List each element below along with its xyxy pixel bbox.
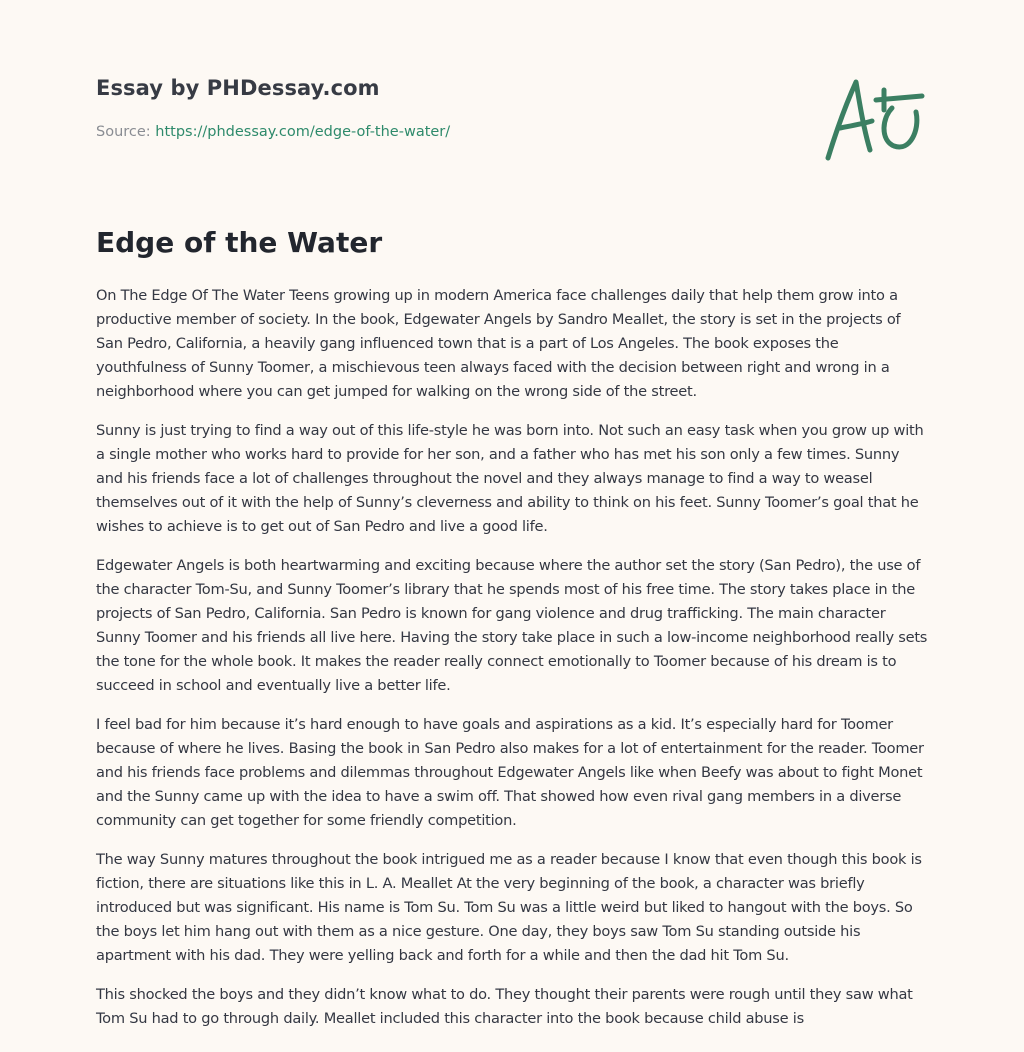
- source-label: Source:: [96, 124, 156, 140]
- essay-paragraph: Edgewater Angels is both heartwarming and exciting because where the author set the story (San Pedro), the use of the character Tom-Su, and Sunny Toomer’s library that he spends most of his free time. The story takes place in the projects of San Pedro, California. San Pedro is known for gang violence and drug trafficking. The main character Sunny Toomer and his friends all live here. Having the story take place in such a low-income neighborhood really sets the tone for the whole book. It makes the reader really connect emotionally to Toomer because of his dream is to succeed in school and eventually live a better life.: [96, 557, 928, 694]
- essay-body: [96, 284, 928, 1046]
- essay-paragraph: I feel bad for him because it’s hard enough to have goals and aspirations as a kid. It’s especially hard for Toomer because of where he lives. Basing the book in San Pedro also makes for a lot of entertainment for the reader. Toomer and his friends face problems and dilemmas throughout Edgewater Angels like when Beefy was about to fight Monet and the Sunny came up with the idea to have a swim off. That showed how even rival gang members in a diverse community can get together for some friendly competition.: [96, 716, 924, 829]
- site-title: Essay by PHDessay.com: [96, 76, 380, 100]
- a-plus-logo-icon: [822, 66, 926, 166]
- essay-paragraph: Sunny is just trying to find a way out of this life-style he was born into. Not such an easy task when you grow up with a single mother who works hard to provide for her son, and a father who has met his son only a few times. Sunny and his friends face a lot of challenges throughout the novel and they always manage to find a way to weasel themselves out of it with the help of Sunny’s cleverness and ability to think on his feet. Sunny Toomer’s goal that he wishes to achieve is to get out of San Pedro and live a good life.: [96, 422, 924, 535]
- essay-paragraph: On The Edge Of The Water Teens growing up in modern America face challenges daily that help them grow into a productive member of society. In the book, Edgewater Angels by Sandro Meallet, the story is set in the projects of San Pedro, California, a heavily gang influenced town that is a part of Los Angeles. The book exposes the youthfulness of Sunny Toomer, a mischievous teen always faced with the decision between right and wrong in a neighborhood where you can get jumped for walking on the wrong side of the street.: [96, 287, 901, 400]
- essay-paragraph: The way Sunny matures throughout the book intrigued me as a reader because I know that even though this book is fiction, there are situations like this in L. A. Meallet At the very beginning of the book, a character was briefly introduced but was significant. His name is Tom Su. Tom Su was a little weird but liked to hangout with the boys. So the boys let him hang out with them as a nice gesture. One day, they boys saw Tom Su standing outside his apartment with his dad. They were yelling back and forth for a while and then the dad hit Tom Su.: [96, 851, 922, 964]
- source-link[interactable]: https://phdessay.com/edge-of-the-water/: [155, 124, 451, 140]
- essay-title: Edge of the Water: [96, 226, 383, 259]
- source-line: [96, 124, 450, 140]
- essay-paragraph: This shocked the boys and they didn’t know what to do. They thought their parents were rough until they saw what Tom Su had to go through daily. Meallet included this character into the book because child abuse is: [96, 986, 913, 1027]
